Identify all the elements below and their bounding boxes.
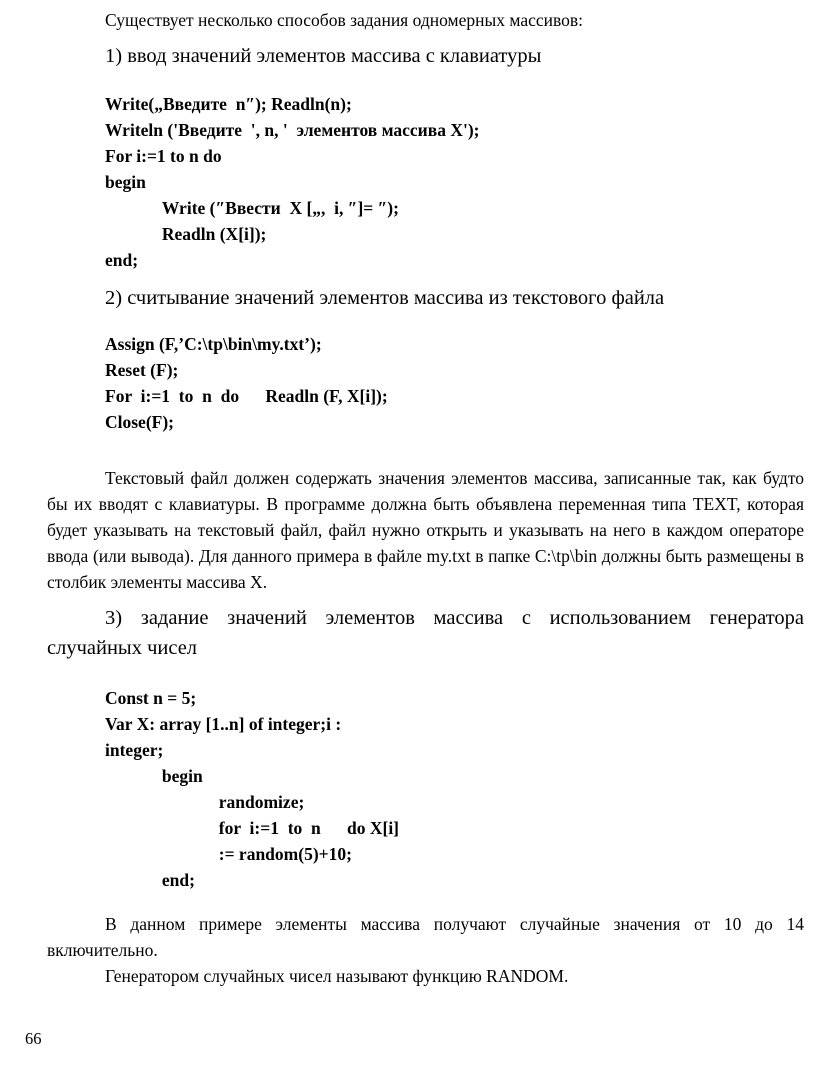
random-function-paragraph: Генератором случайных чисел называют функцию RANDOM.: [105, 966, 569, 986]
code-line: Reset (F);: [105, 360, 179, 380]
page-number: 66: [25, 1029, 42, 1048]
code-line: Readln (X[i]);: [105, 224, 267, 244]
code-line: end;: [105, 250, 139, 270]
section-1-heading: 1) ввод значений элементов массива с клавиатуры: [105, 45, 542, 67]
code-line: end;: [105, 870, 195, 890]
code-line: randomize;: [105, 792, 305, 812]
code-line: Close(F);: [105, 412, 175, 432]
code-line: for i:=1 to n do X[i]: [105, 818, 400, 838]
code-line: Write(„Введите n″); Readln(n);: [105, 94, 352, 114]
code-block-random-generator: [105, 685, 804, 893]
code-block-keyboard-input: [105, 91, 804, 273]
code-line: For i:=1 to n do: [105, 146, 222, 166]
code-line: For i:=1 to n do Readln (F, X[i]);: [105, 386, 388, 406]
code-line: begin: [105, 766, 203, 786]
random-values-paragraph: В данном примере элементы массива получают случайные значения от 10 до 14 включительно.: [47, 914, 804, 960]
code-line: := random(5)+10;: [105, 844, 352, 864]
code-line: Assign (F,’C:\tp\bin\my.txt’);: [105, 334, 322, 354]
section-2-heading: 2) считывание значений элементов массива из текстового файла: [105, 287, 665, 309]
code-block-text-file: [105, 331, 804, 435]
code-line: Const n = 5;: [105, 688, 197, 708]
code-line: Writeln ('Введите ', n, ' элементов массива X');: [105, 120, 480, 140]
intro-paragraph: Существует несколько способов задания одномерных массивов:: [105, 10, 584, 30]
code-line: Var X: array [1..n] of integer;i :: [105, 714, 342, 734]
text-file-explanation-paragraph: Текстовый файл должен содержать значения элементов массива, записанные так, как будто бы их вводят с клавиатуры. В программе должна быть объявлена переменная типа TEXT, которая будет указывать на текстовый файл, файл нужно открыть и указывать на него в каждом операторе ввода (или вывода). Для данного примера в файле my.txt в папке C:\tp\bin должны быть размещены в столбик элементы массива X.: [47, 468, 804, 592]
code-line: integer;: [105, 740, 164, 760]
code-line: begin: [105, 172, 146, 192]
code-line: Write (″Ввести X [„, i, ″]= ″);: [105, 198, 399, 218]
section-3-heading: 3) задание значений элементов массива с использованием генератора случайных чисел: [47, 607, 804, 659]
